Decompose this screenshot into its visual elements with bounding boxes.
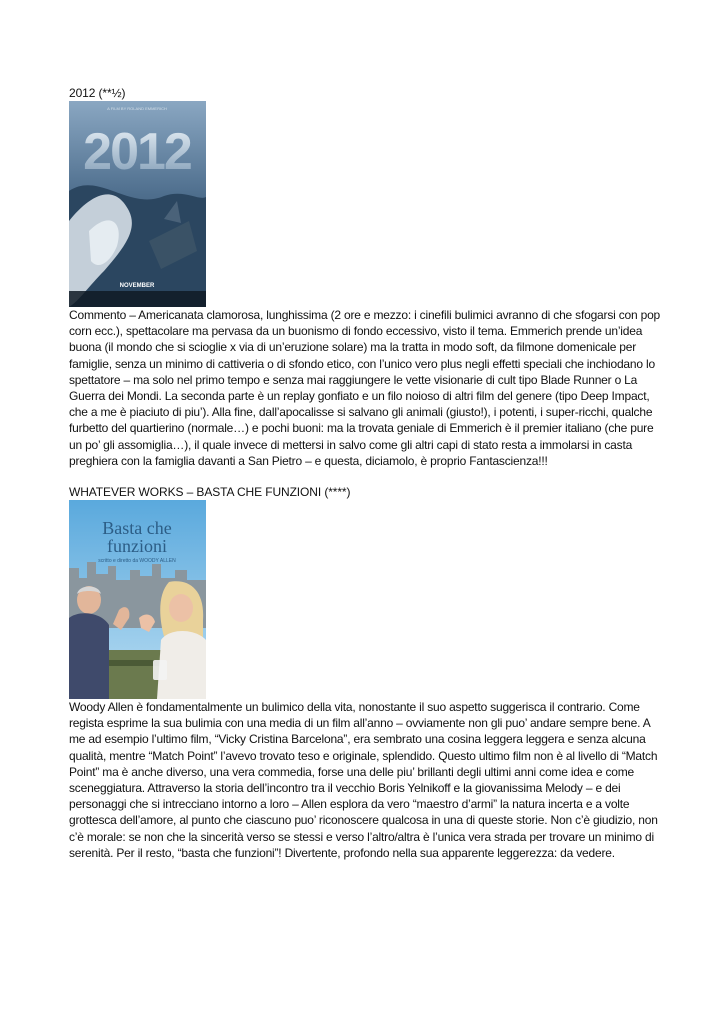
review-body: Woody Allen è fondamentalmente un bulimico della vita, nonostante il suo aspetto suggerisca il contrario. Come regista esprime la sua bulimia con una media di un film all’anno – ovviamente non gli puo’ andare sempre bene. A me ad esempio l’ultimo film, “Vicky Cristina Barcelona”, era sembrato una cosina leggera leggera e senza alcuna qualità, mentre “Match Point” l’avevo trovato teso e originale, splendido. Questo ultimo film non è al livello di “Match Point” ma è anche diverso, una vera commedia, forse una delle piu’ brillanti degli ultimi anni come idea e come sceneggiatura. Attraverso la storia dell’incontro tra il vecchio Boris Yelnikoff e la giovanissima Melody – e dei personaggi che si intrecciano intorno a loro – Allen esplora da vero “maestro d’armi” la natura incerta e a volte grottesca dell’amore, al punto che ciascuno puo’ riconoscere qualcosa in una di queste storie. Non c’è giudizio, non c’è morale: se non che la sincerità verso se stessi e verso l’altro/altra è l’unica vera strada per trovare un minimo di serenità. Per il resto, “basta che funzioni”! Divertente, profondo nella sua apparente leggerezza: da vedere. <box>69 700 658 860</box>
poster-basta-che-funzioni-image <box>69 500 206 699</box>
review-body: Commento – Americanata clamorosa, lunghissima (2 ore e mezzo: i cinefili bulimici avranno di che sfogarsi con pop corn ecc.), spettacolare ma pervasa da un buonismo di fondo eccessivo, visto il tema. Emmerich prende un’idea buona (il mondo che si scioglie x via di un’eruzione solare) ma la tratta in modo soft, da filmone domenicale per famiglie, senza un minimo di cattiveria o di sfondo etico, con l’unico vero plus negli effetti speciali che inchiodano lo spettatore – ma solo nel primo tempo e senza mai raggiungere le vette visionarie di cult tipo Blade Runner o La Guerra dei Mondi. La seconda parte è un replay gonfiato e un filo noioso di altri film del genere (tipo Deep Impact, che a me è piaciuto di piu’). Alla fine, dall’apocalisse si salvano gli animali (giusto!), i potenti, i super-ricchi, qualche furbetto del quartierino (normale…) e pochi buoni: ma la trovata geniale di Emmerich è il premier italiano (che pure un po’ gli assomiglia…), il quale invece di mettersi in salvo come gli altri capi di stato resta a immolarsi in casta preghiera con la famiglia davanti a San Pietro – e questa, diciamolo, è proprio Fantascienza!!! <box>69 308 661 468</box>
poster-2012-image <box>69 101 206 307</box>
review-2012 <box>69 86 669 469</box>
poster-title-line2: funzioni <box>107 536 167 557</box>
review-title: WHATEVER WORKS – BASTA CHE FUNZIONI (****) <box>69 485 351 500</box>
review-title: 2012 (**½) <box>69 86 126 100</box>
document-page <box>69 86 669 861</box>
poster-subtitle: scritto e diretto da WOODY ALLEN <box>98 558 176 565</box>
poster-release-text: NOVEMBER <box>119 283 155 289</box>
review-whatever-works <box>69 485 669 861</box>
poster-title-line1: Basta che <box>102 518 172 539</box>
poster-top-text: A FILM BY ROLAND EMMERICH <box>107 106 167 111</box>
poster-title-text: 2012 <box>83 123 191 181</box>
